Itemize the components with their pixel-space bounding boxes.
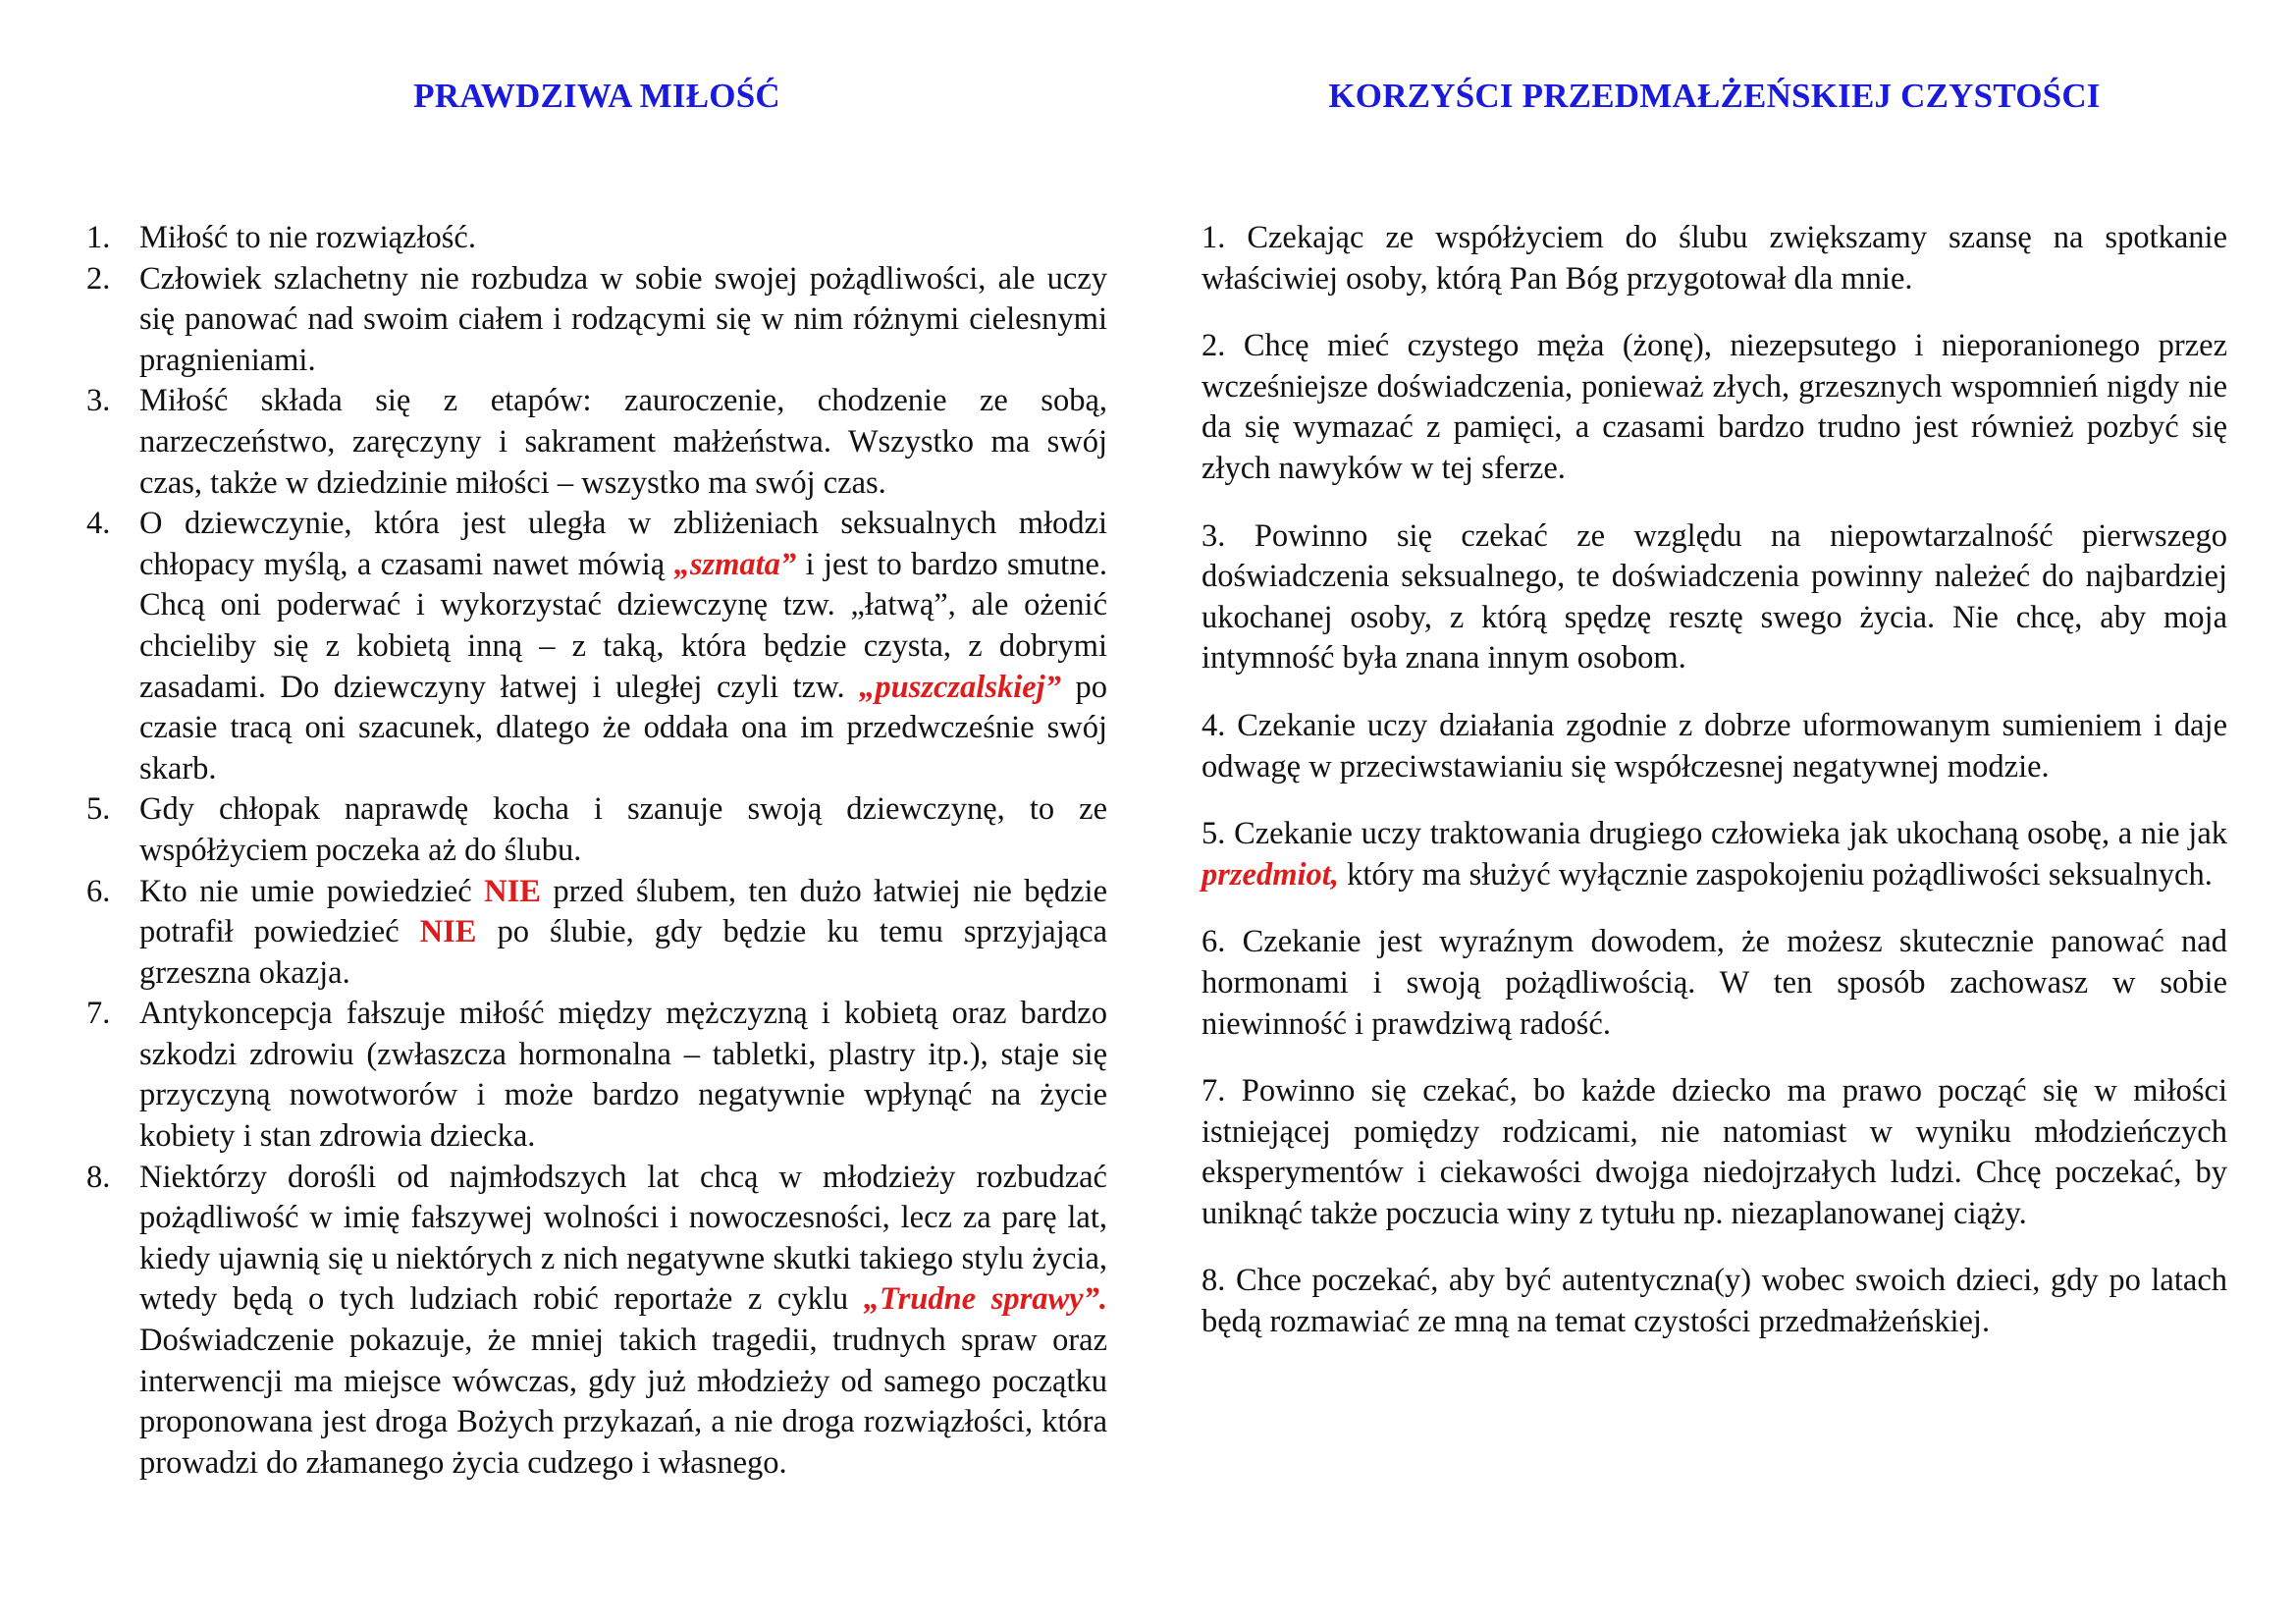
paragraph-text: 8. Chce poczekać, aby być autentyczna(y) wobec swoich dzieci, gdy po latach będą rozmawiać ze mną na temat czystości przedmałżeńskiej. [1201,1263,2227,1340]
list-item [86,994,1107,1157]
paragraph [1201,1261,2227,1342]
item-number: 1. [86,220,111,255]
benefits-list [1201,218,2227,1370]
paragraph [1201,814,2227,895]
paragraph-text: 2. Chcę mieć czystego męża (żonę), niezepsutego i nieporanionego przez wcześniejsze doświadczenia, ponieważ złych, grzesznych wspomnień nigdy nie da się wymazać z pamięci, a czasami bardzo trudno jest również pozbyć się złych nawyków w tej sferze. [1201,328,2227,486]
item-number: 5. [86,791,111,828]
right-heading: KORZYŚCI PRZEDMAŁŻEŃSKIEJ CZYSTOŚCI [1328,77,2101,115]
emphasis-puszczalskiej: „puszczalskiej” [859,669,1061,705]
true-love-list [86,218,1107,1484]
item-text: Miłość to nie rozwiązłość. [139,220,476,255]
paragraph-text: 7. Powinno się czekać, bo każde dziecko ma prawo począć się w miłości istniejącej pomiędzy rodzicami, nie natomiast w wyniku młodzieńczych eksperymentów i ciekawości dwojga niedojrzałych ludzi. Chcę poczekać, by uniknąć także poczucia winy z tytułu np. niezaplanowanej ciąży. [1201,1073,2227,1231]
paragraph [1201,516,2227,679]
list-item [86,259,1107,382]
item-text: Doświadczenie pokazuje, że mniej takich tragedii, trudnych spraw oraz interwencji ma miejsce wówczas, gdy już młodzieży od samego początku proponowana jest droga Bożych przykazań, a nie droga rozwiązłości, która prowadzi do złamanego życia cudzego i własnego. [139,1323,1107,1481]
emphasis-nie: NIE [419,914,477,950]
paragraph [1201,706,2227,787]
paragraph-text: 6. Czekanie jest wyraźnym dowodem, że możesz skutecznie panować nad hormonami i swoją pożądliwością. W ten sposób zachowasz w sobie niewinność i prawdziwą radość. [1201,924,2227,1042]
paragraph-text: 5. Czekanie uczy traktowania drugiego człowieka jak ukochaną osobę, a nie jak [1201,816,2227,852]
emphasis-nie: NIE [484,873,541,909]
paragraph-text: 3. Powinno się czekać ze względu na niepowtarzalność pierwszego doświadczenia seksualnego, te doświadczenia powinny należeć do najbardziej ukochanej osoby, z którą spędzę resztę swego życia. Nie chcę, aby moja intymność była znana innym osobom. [1201,517,2227,677]
paragraph [1201,922,2227,1045]
list-item [86,218,1107,259]
item-number: 2. [86,260,111,297]
item-number: 4. [86,506,111,542]
emphasis-szmata: „szmata” [673,546,797,582]
emphasis-trudne-sprawy: „Trudne sprawy”. [863,1281,1107,1318]
list-item [86,381,1107,504]
left-heading: PRAWDZIWA MIŁOŚĆ [413,77,780,115]
item-number: 8. [86,1159,111,1195]
list-item [86,789,1107,871]
list-item [86,1158,1107,1485]
emphasis-przedmiot: przedmiot, [1201,856,1339,893]
paragraph-text: 4. Czekanie uczy działania zgodnie z dobrze uformowanym sumieniem i daje odwagę w przeciwstawianiu się współczesnej negatywnej modzie. [1201,707,2227,785]
item-text: i jest to bardzo smutne. Chcą oni poderwać i wykorzystać dziewczynę tzw. „łatwą”, ale ożenić chcieliby się z kobietą inną – z taką, która będzie czysta, z dobrymi zasadami. Do dziewczyny łatwej i uległej czyli tzw. [139,546,1108,705]
item-number: 7. [86,996,111,1032]
item-text: Niektórzy dorośli od najmłodszych lat chcą w młodzieży rozbudzać pożądliwość w imię fałszywej wolności i nowoczesności, lecz za parę lat, kiedy ujawnią się u niektórych z nich negatywne skutki takiego stylu życia, wtedy będą o tych ludziach robić reportaże z cyklu [139,1159,1107,1318]
list-item [86,872,1107,995]
item-text: Miłość składa się z etapów: zauroczenie, chodzenie ze sobą, narzeczeństwo, zaręczyny i sakrament małżeństwa. Wszystko ma swój czas, także w dziedzinie miłości – wszystko ma swój czas. [139,383,1107,501]
item-text: Antykoncepcja fałszuje miłość między mężczyzną i kobietą oraz bardzo szkodzi zdrowiu (zwłaszcza hormonalna – tabletki, plastry itp.), staje się przyczyną nowotworów i może bardzo negatywnie wpłynąć na życie kobiety i stan zdrowia dziecka. [139,996,1107,1155]
paragraph [1201,218,2227,299]
paragraph [1201,326,2227,489]
item-number: 6. [86,873,111,909]
paragraph-text: który ma służyć wyłącznie zaspokojeniu pożądliwości seksualnych. [1338,856,2213,893]
item-text: Człowiek szlachetny nie rozbudza w sobie swojej pożądliwości, ale uczy się panować nad swoim ciałem i rodzącymi się w nim różnymi cielesnymi pragnieniami. [139,260,1107,378]
list-item [86,504,1107,789]
item-text: po czasie tracą oni szacunek, dlatego że oddała ona im przedwcześnie swój skarb. [139,669,1107,786]
item-text: po ślubie, gdy będzie ku temu sprzyjająca grzeszna okazja. [139,914,1108,991]
paragraph [1201,1071,2227,1234]
item-text: Kto nie umie powiedzieć [139,873,485,909]
item-number: 3. [86,383,111,419]
paragraph-text: 1. Czekając ze współżyciem do ślubu zwiększamy szansę na spotkanie właściwiej osoby, którą Pan Bóg przygotował dla mnie. [1201,220,2227,297]
item-text: przed ślubem, ten dużo łatwiej nie będzie potrafił powiedzieć [139,873,1107,950]
item-text: Gdy chłopak naprawdę kocha i szanuje swoją dziewczynę, to ze współżyciem poczeka aż do ślubu. [139,791,1107,868]
item-text: O dziewczynie, która jest uległa w zbliżeniach seksualnych młodzi chłopacy myślą, a czasami nawet mówią [139,506,1107,582]
